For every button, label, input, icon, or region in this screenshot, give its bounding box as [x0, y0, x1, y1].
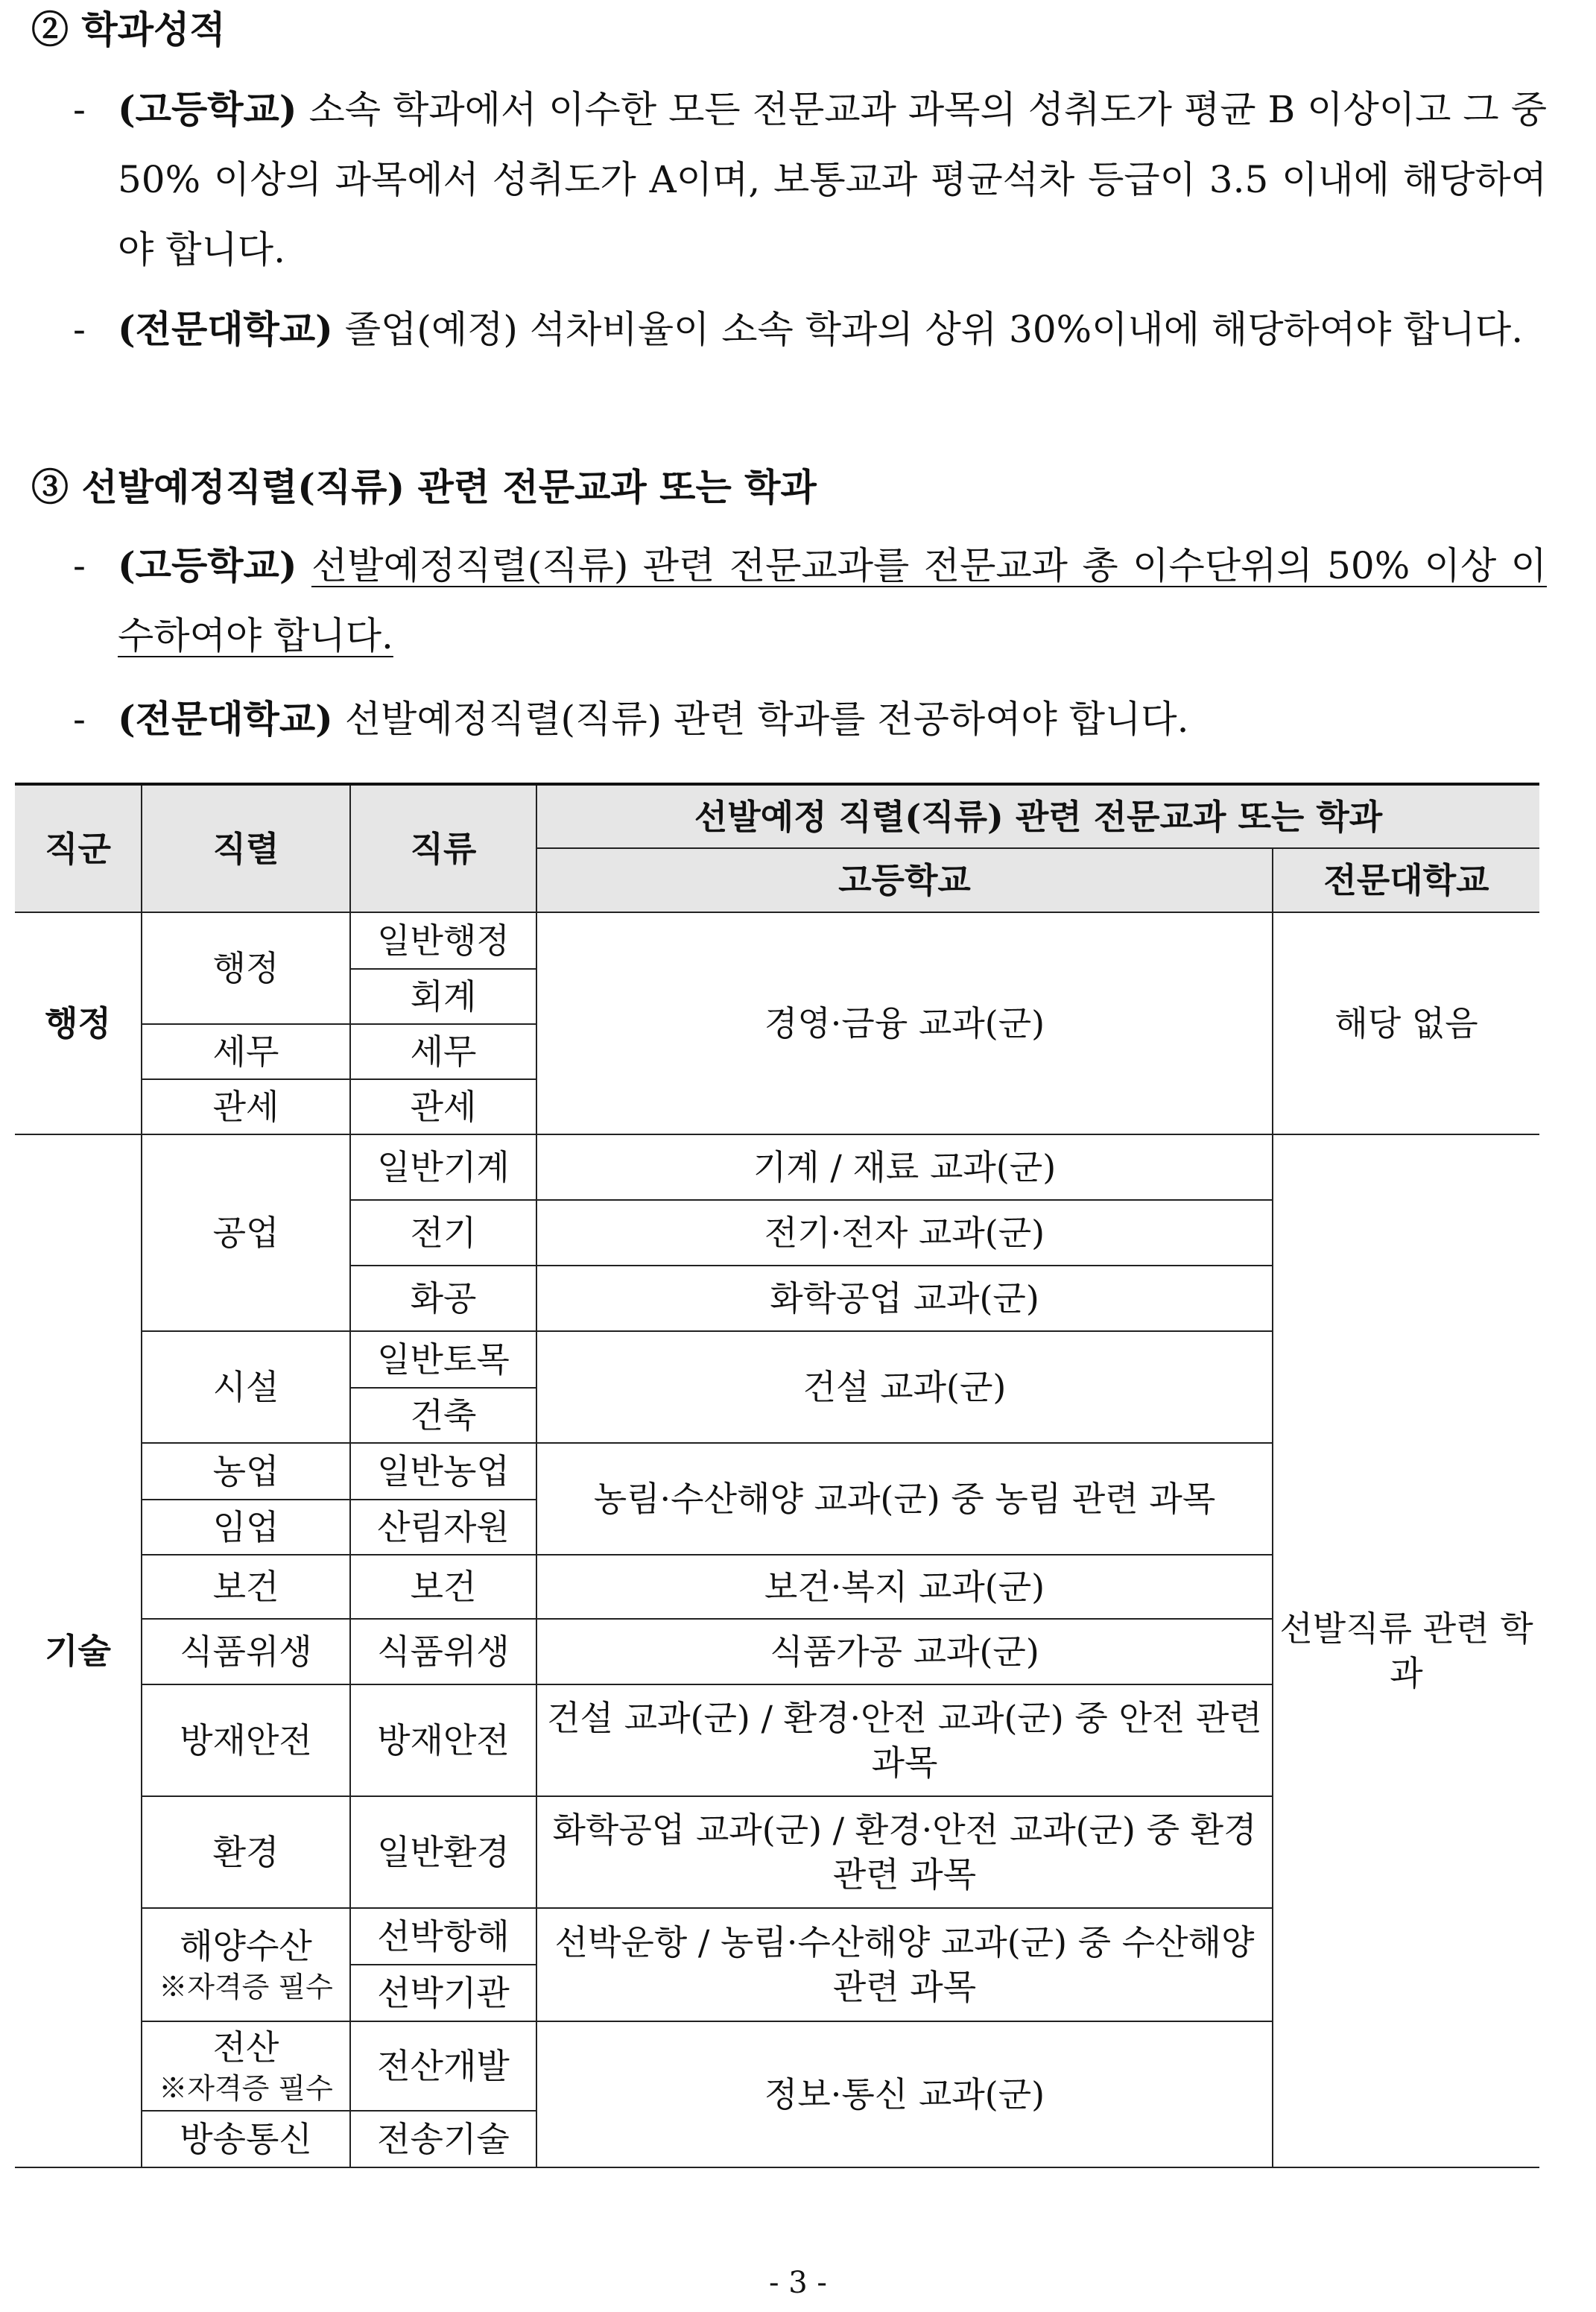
section-2-title: ② 학과성적: [31, 7, 226, 51]
table-cell: 환경: [142, 1796, 350, 1908]
item-text: 소속 학과에서 이수한 모든 전문교과 과목의 성취도가 평균 B 이상이고 그 중 50% 이상의 과목에서 성취도가 A이며, 보통교과 평균석차 등급이 3.5 이내에 해당하여야 합니다.: [118, 88, 1547, 271]
table-cell: 화학공업 교과(군) / 환경·안전 교과(군) 중 환경 관련 과목: [536, 1796, 1273, 1908]
item-label: (고등학교): [118, 543, 297, 587]
table-cell: 일반행정: [350, 912, 536, 969]
table-cell: 건설 교과(군): [536, 1331, 1273, 1443]
table-cell: 임업: [142, 1500, 350, 1555]
table-cell: 방재안전: [350, 1684, 536, 1796]
table-cell: 정보·통신 교과(군): [536, 2021, 1273, 2167]
table-cell: 선박항해: [350, 1908, 536, 1965]
series-name: 전산: [212, 2027, 279, 2068]
list-item: [73, 75, 1547, 285]
license-note: ※자격증 필수: [159, 1971, 333, 2003]
table-cell: 기계 / 재료 교과(군): [536, 1134, 1273, 1200]
table-cell: 시설: [142, 1331, 350, 1443]
table-cell: [142, 1908, 350, 2021]
table-cell: 보건: [350, 1555, 536, 1619]
table-cell: 선박기관: [350, 1965, 536, 2021]
group-admin: 행정: [15, 912, 142, 1134]
table-cell: 농업: [142, 1443, 350, 1500]
list-item: [73, 294, 1547, 364]
header-related: 선발예정 직렬(직류) 관련 전문교과 또는 학과: [536, 784, 1539, 848]
header-group: 직군: [15, 784, 142, 912]
table-cell: 전기·전자 교과(군): [536, 1200, 1273, 1266]
table-cell: 농림·수산해양 교과(군) 중 농림 관련 과목: [536, 1443, 1273, 1555]
series-name: 해양수산: [180, 1926, 312, 1966]
header-class: 직류: [350, 784, 536, 912]
table-cell: 건축: [350, 1388, 536, 1443]
item-text: 졸업(예정) 석차비율이 소속 학과의 상위 30%이내에 해당하여야 합니다.: [332, 308, 1524, 351]
table-cell: 건설 교과(군) / 환경·안전 교과(군) 중 안전 관련 과목: [536, 1684, 1273, 1796]
table-cell: 선발직류 관련 학과: [1273, 1134, 1539, 2167]
table-cell: 보건: [142, 1555, 350, 1619]
table-cell: 식품위생: [350, 1619, 536, 1684]
table-cell: 식품가공 교과(군): [536, 1619, 1273, 1684]
section-3-title: ③ 선발예정직렬(직류) 관련 전문교과 또는 학과: [31, 465, 817, 509]
table-cell: 관세: [142, 1079, 350, 1134]
item-label: (고등학교): [118, 87, 297, 131]
table-cell: 일반기계: [350, 1134, 536, 1200]
table-cell: [142, 2021, 350, 2111]
table-cell: 선박운항 / 농림·수산해양 교과(군) 중 수산해양 관련 과목: [536, 1908, 1273, 2021]
bullet-dash: -: [73, 544, 86, 587]
page-number: - 3 -: [769, 2266, 827, 2300]
table-cell: 전송기술: [350, 2111, 536, 2167]
header-college: 전문대학교: [1273, 848, 1539, 912]
bullet-dash: -: [73, 88, 86, 131]
table-cell: 세무: [142, 1024, 350, 1079]
license-note: ※자격증 필수: [159, 2072, 333, 2105]
item-text: 선발예정직렬(직류) 관련 학과를 전공하여야 합니다.: [332, 698, 1189, 741]
header-series: 직렬: [142, 784, 350, 912]
table-cell: 관세: [350, 1079, 536, 1134]
table-cell: 경영·금융 교과(군): [536, 912, 1273, 1134]
table-cell: 행정: [142, 912, 350, 1024]
table-cell: 일반환경: [350, 1796, 536, 1908]
bullet-dash: -: [73, 698, 86, 741]
list-item: [73, 684, 1547, 754]
table-cell: 전산개발: [350, 2021, 536, 2111]
table-cell: 화학공업 교과(군): [536, 1266, 1273, 1331]
item-text-underlined: 선발예정직렬(직류) 관련 전문교과를 전문교과 총 이수단위의 50% 이상 이수하여야 합니다.: [118, 544, 1547, 657]
list-item: [73, 531, 1547, 671]
table-cell: 산림자원: [350, 1500, 536, 1555]
table-cell: 식품위생: [142, 1619, 350, 1684]
table-cell: 해당 없음: [1273, 912, 1539, 1134]
table-cell: 일반농업: [350, 1443, 536, 1500]
item-label: (전문대학교): [118, 697, 333, 741]
item-label: (전문대학교): [118, 307, 333, 351]
header-highschool: 고등학교: [536, 848, 1273, 912]
table-cell: 일반토목: [350, 1331, 536, 1388]
table-cell: 전기: [350, 1200, 536, 1266]
table-cell: 방송통신: [142, 2111, 350, 2167]
requirements-table: [15, 783, 1539, 2168]
table-cell: 공업: [142, 1134, 350, 1331]
table-cell: 회계: [350, 969, 536, 1024]
bullet-dash: -: [73, 308, 86, 351]
table-cell: 보건·복지 교과(군): [536, 1555, 1273, 1619]
table-cell: 방재안전: [142, 1684, 350, 1796]
group-tech: 기술: [15, 1134, 142, 2167]
table-cell: 세무: [350, 1024, 536, 1079]
table-cell: 화공: [350, 1266, 536, 1331]
